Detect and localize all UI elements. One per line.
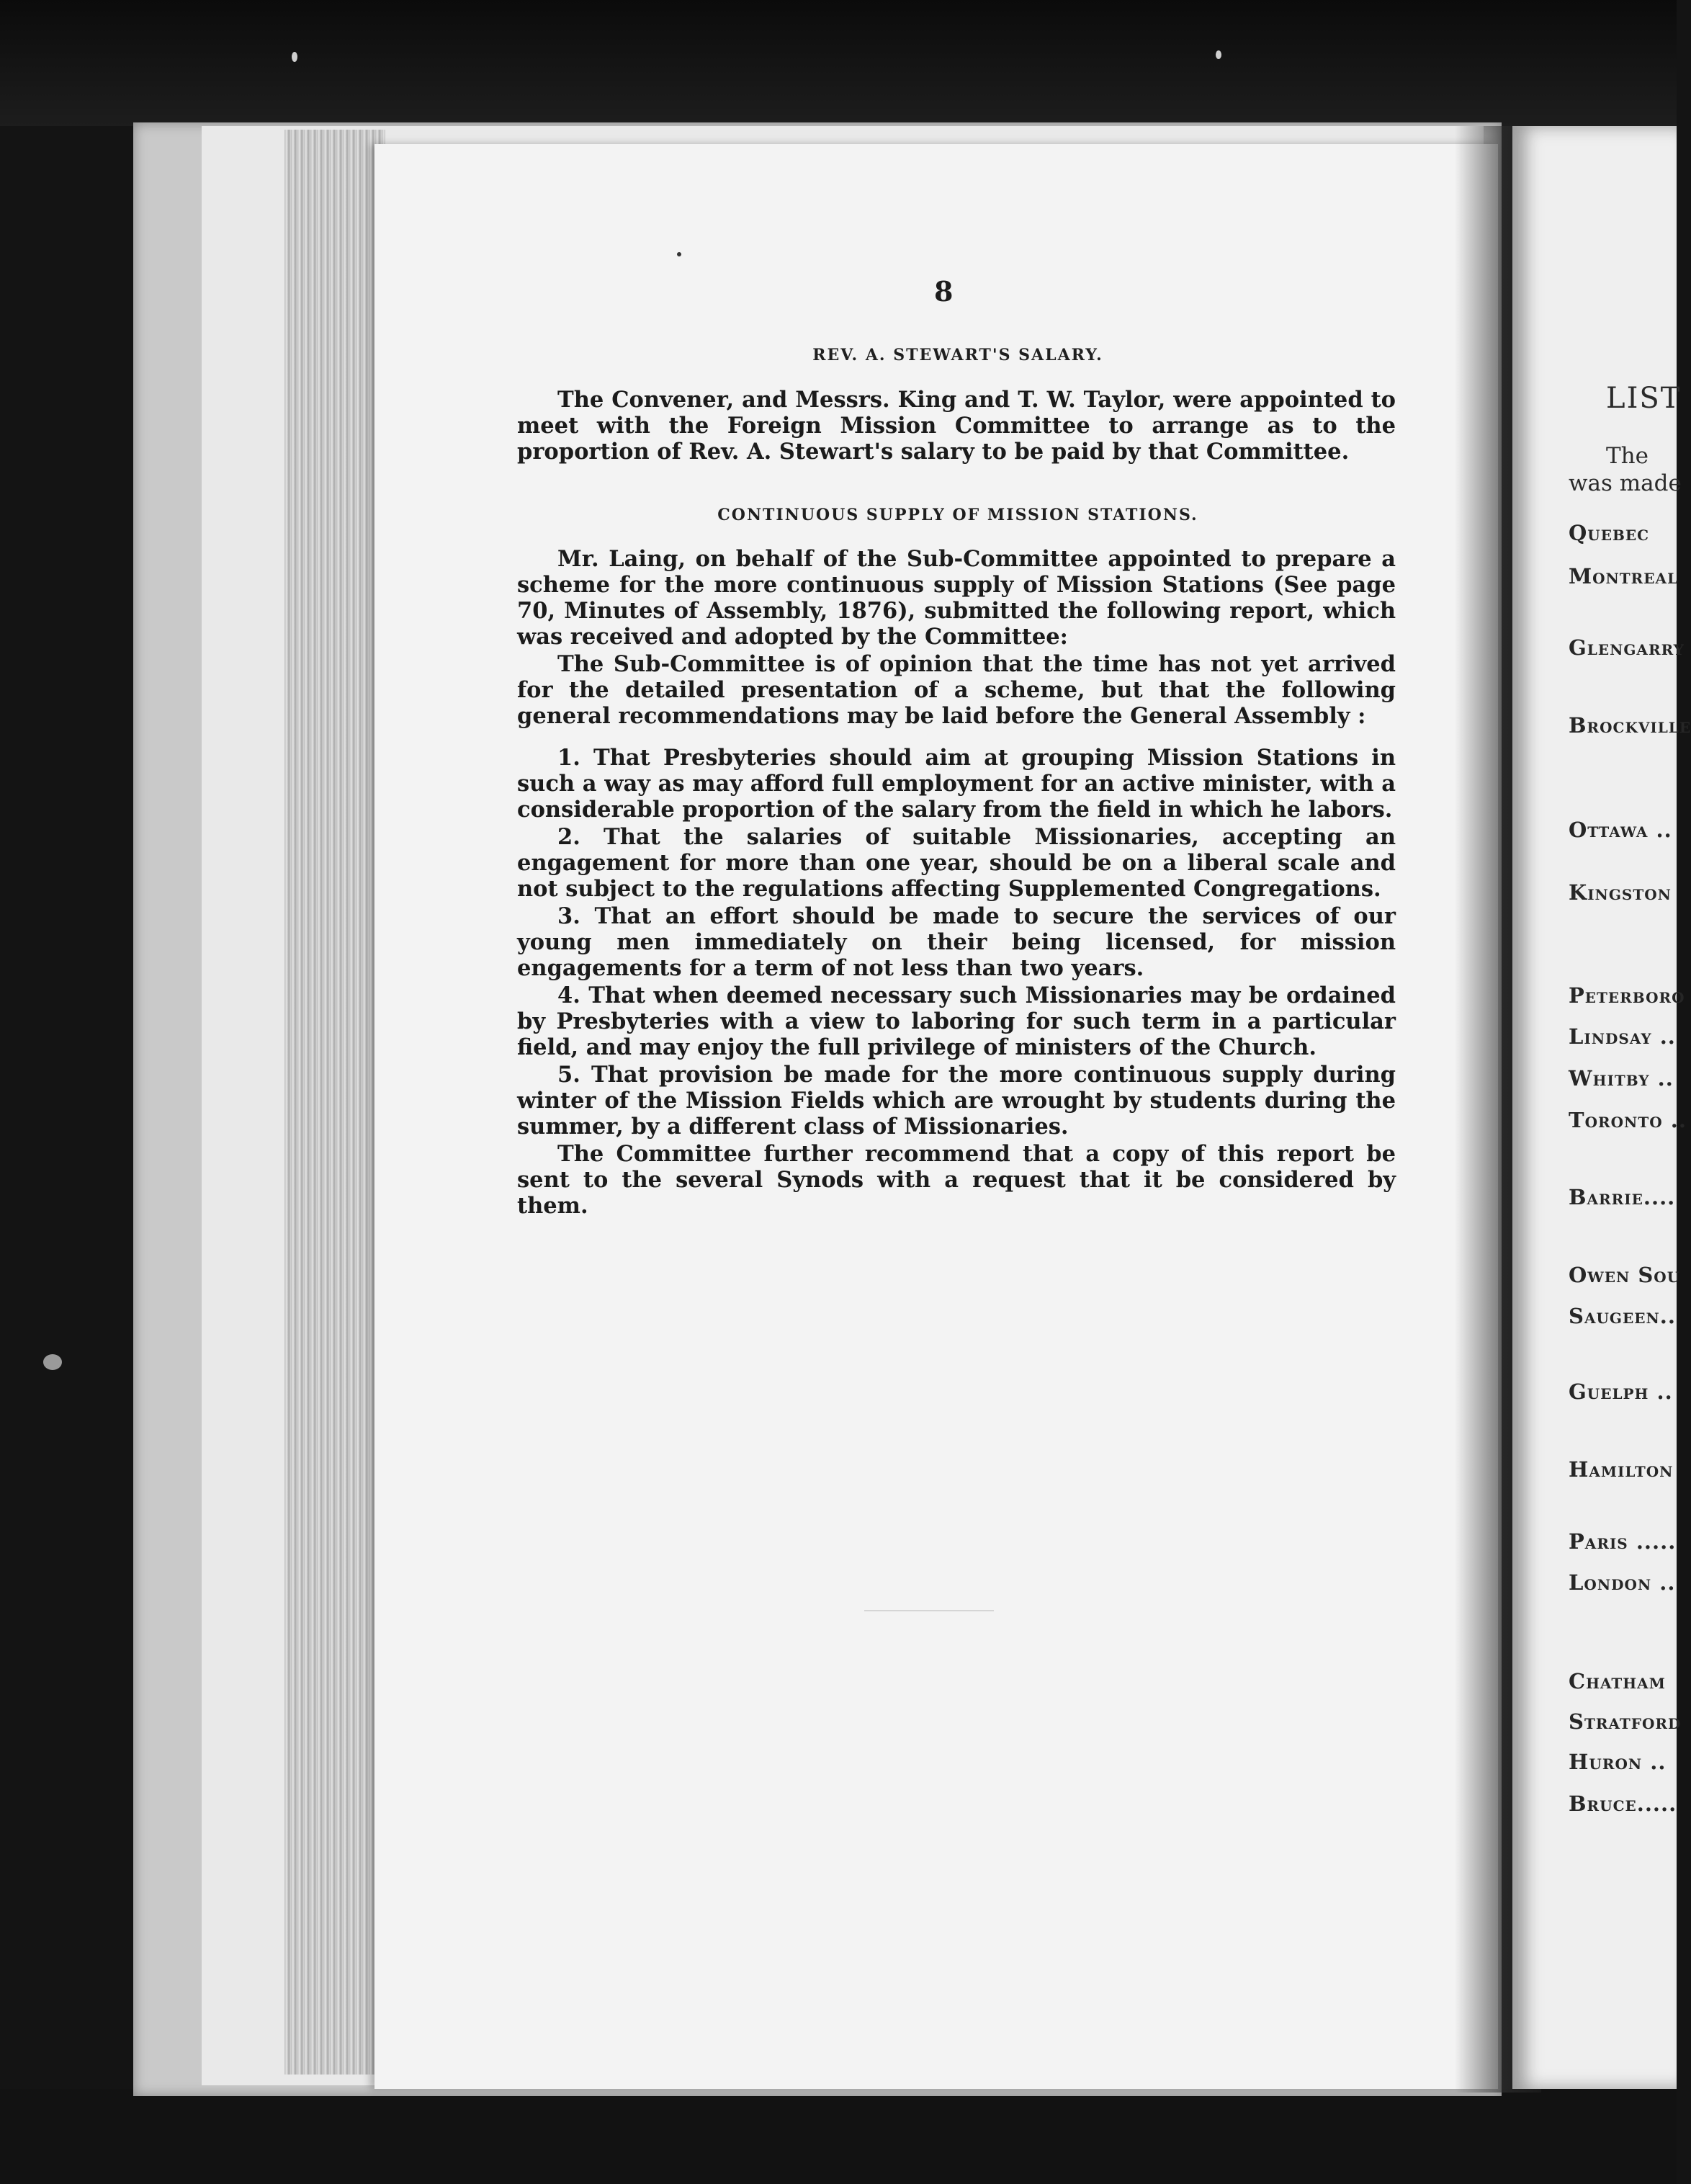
- salary-paragraph: The Convener, and Messrs. King and T. W. Taylor, were appointed to meet with the Foreign Mission Committee to arrange as to the proportion of Rev. A. Stewart's salary to be paid by that Committee.: [517, 387, 1396, 465]
- presbytery-entry: Chatham: [1569, 1669, 1666, 1693]
- presbytery-entry: Toronto ..: [1569, 1108, 1687, 1132]
- presbytery-entry: Paris .....: [1569, 1529, 1677, 1554]
- closing-paragraph: The Committee further recommend that a copy of this report be sent to the several Synods with a request that it be considered by them.: [517, 1141, 1396, 1219]
- presbytery-entry: Brockville: [1569, 713, 1691, 738]
- recommendation-item: 3. That an effort should be made to secure the services of our young men immediately on their being licensed, for mission engagements for a term of not less than two years.: [517, 903, 1396, 981]
- dust-speck: [1216, 50, 1221, 59]
- ink-dot: [677, 252, 681, 256]
- presbytery-entry: Barrie....: [1569, 1185, 1676, 1209]
- presbytery-entry: Guelph ..: [1569, 1379, 1673, 1404]
- recommendation-item: 1. That Presbyteries should aim at grouping Mission Stations in such a way as may afford full employment for an active minister, with a considerable proportion of the salary from the field in which he labors.: [517, 745, 1396, 823]
- recommendation-item: 5. That provision be made for the more continuous supply during winter of the Mission Fields which are wrought by students during the summer, by a different class of Missionaries.: [517, 1062, 1396, 1140]
- report-intro-paragraph: Mr. Laing, on behalf of the Sub-Committee appointed to prepare a scheme for the more continuous supply of Mission Stations (See page 70, Minutes of Assembly, 1876), submitted the following report, which was received and adopted by the Committee:: [517, 546, 1396, 650]
- scanner-bed-bottom: [0, 2089, 1677, 2184]
- presbytery-entry: Saugeen..: [1569, 1304, 1676, 1328]
- presbytery-entry: Owen Sou: [1569, 1263, 1681, 1287]
- page-edges: [284, 130, 385, 2075]
- facing-page-title: LIST: [1606, 382, 1682, 415]
- presbytery-entry: Bruce.....: [1569, 1791, 1677, 1816]
- opinion-paragraph: The Sub-Committee is of opinion that the time has not yet arrived for the detailed presentation of a scheme, but that the following general recommendations may be laid before the General Assembly :: [517, 651, 1396, 729]
- presbytery-entry: Quebec: [1569, 521, 1650, 545]
- presbytery-entry: Whitby ..: [1569, 1066, 1674, 1091]
- scanner-bed-top: [0, 0, 1677, 126]
- page-number: 8: [934, 275, 954, 308]
- section-heading-salary: REV. A. STEWART'S SALARY.: [812, 346, 1103, 364]
- facing-intro-line: was made: [1569, 470, 1682, 496]
- salary-paragraph-block: [517, 387, 1396, 465]
- presbytery-entry: Montreal: [1569, 564, 1679, 588]
- dust-speck: [43, 1354, 62, 1370]
- presbytery-entry: Hamilton: [1569, 1457, 1674, 1482]
- presbytery-entry: Kingston: [1569, 880, 1672, 905]
- presbytery-entry: Glengarry: [1569, 635, 1685, 660]
- recommendation-item: 2. That the salaries of suitable Missionaries, accepting an engagement for more than one year, should be on a liberal scale and not subject to the regulations affecting Supplemented Congregations.: [517, 824, 1396, 902]
- section-heading-mission-stations: CONTINUOUS SUPPLY OF MISSION STATIONS.: [717, 506, 1198, 524]
- presbytery-entry: Stratford: [1569, 1709, 1682, 1734]
- facing-intro-line: The: [1606, 443, 1649, 469]
- facing-page: [1512, 126, 1691, 2089]
- presbytery-entry: Peterboro: [1569, 983, 1685, 1008]
- bleed-through-rule: [864, 1610, 994, 1611]
- mission-paragraph-block: [517, 546, 1396, 1219]
- presbytery-entry: Huron ..: [1569, 1750, 1667, 1774]
- dust-speck: [292, 52, 297, 62]
- presbytery-entry: London ..: [1569, 1570, 1676, 1595]
- recommendation-item: 4. That when deemed necessary such Missionaries may be ordained by Presbyteries with a view to laboring for such term in a particular field, and may enjoy the full privilege of ministers of the Church.: [517, 983, 1396, 1060]
- presbytery-entry: Lindsay ..: [1569, 1024, 1676, 1049]
- presbytery-entry: Ottawa ..: [1569, 818, 1672, 842]
